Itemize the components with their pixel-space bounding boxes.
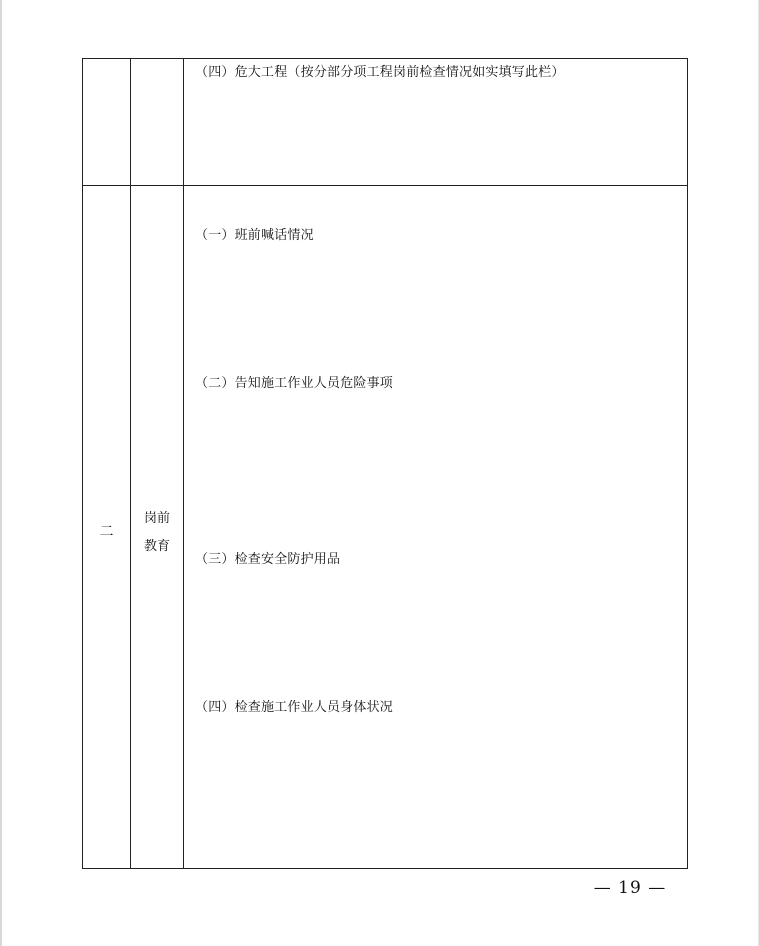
section-two-category-line1: 岗前 — [143, 511, 170, 526]
section-two-item-two: （二）告知施工作业人员危险事项 — [195, 376, 394, 391]
column-divider-category — [183, 59, 184, 868]
section-two-category-line2: 教育 — [143, 539, 170, 554]
inspection-form-table — [82, 58, 688, 869]
section-two-item-four: （四）检查施工作业人员身体状况 — [195, 700, 394, 715]
column-divider-seq — [130, 59, 131, 868]
page-left-edge — [0, 0, 2, 946]
page-number: — 19 — — [593, 878, 667, 898]
section-two-seq-number: 二 — [99, 524, 114, 540]
top-row-item-four: （四）危大工程（按分部分项工程岗前检查情况如实填写此栏） — [195, 65, 565, 80]
section-two-item-one: （一）班前喊话情况 — [195, 228, 314, 243]
row-divider — [83, 185, 687, 186]
section-two-item-three: （三）检查安全防护用品 — [195, 552, 341, 567]
